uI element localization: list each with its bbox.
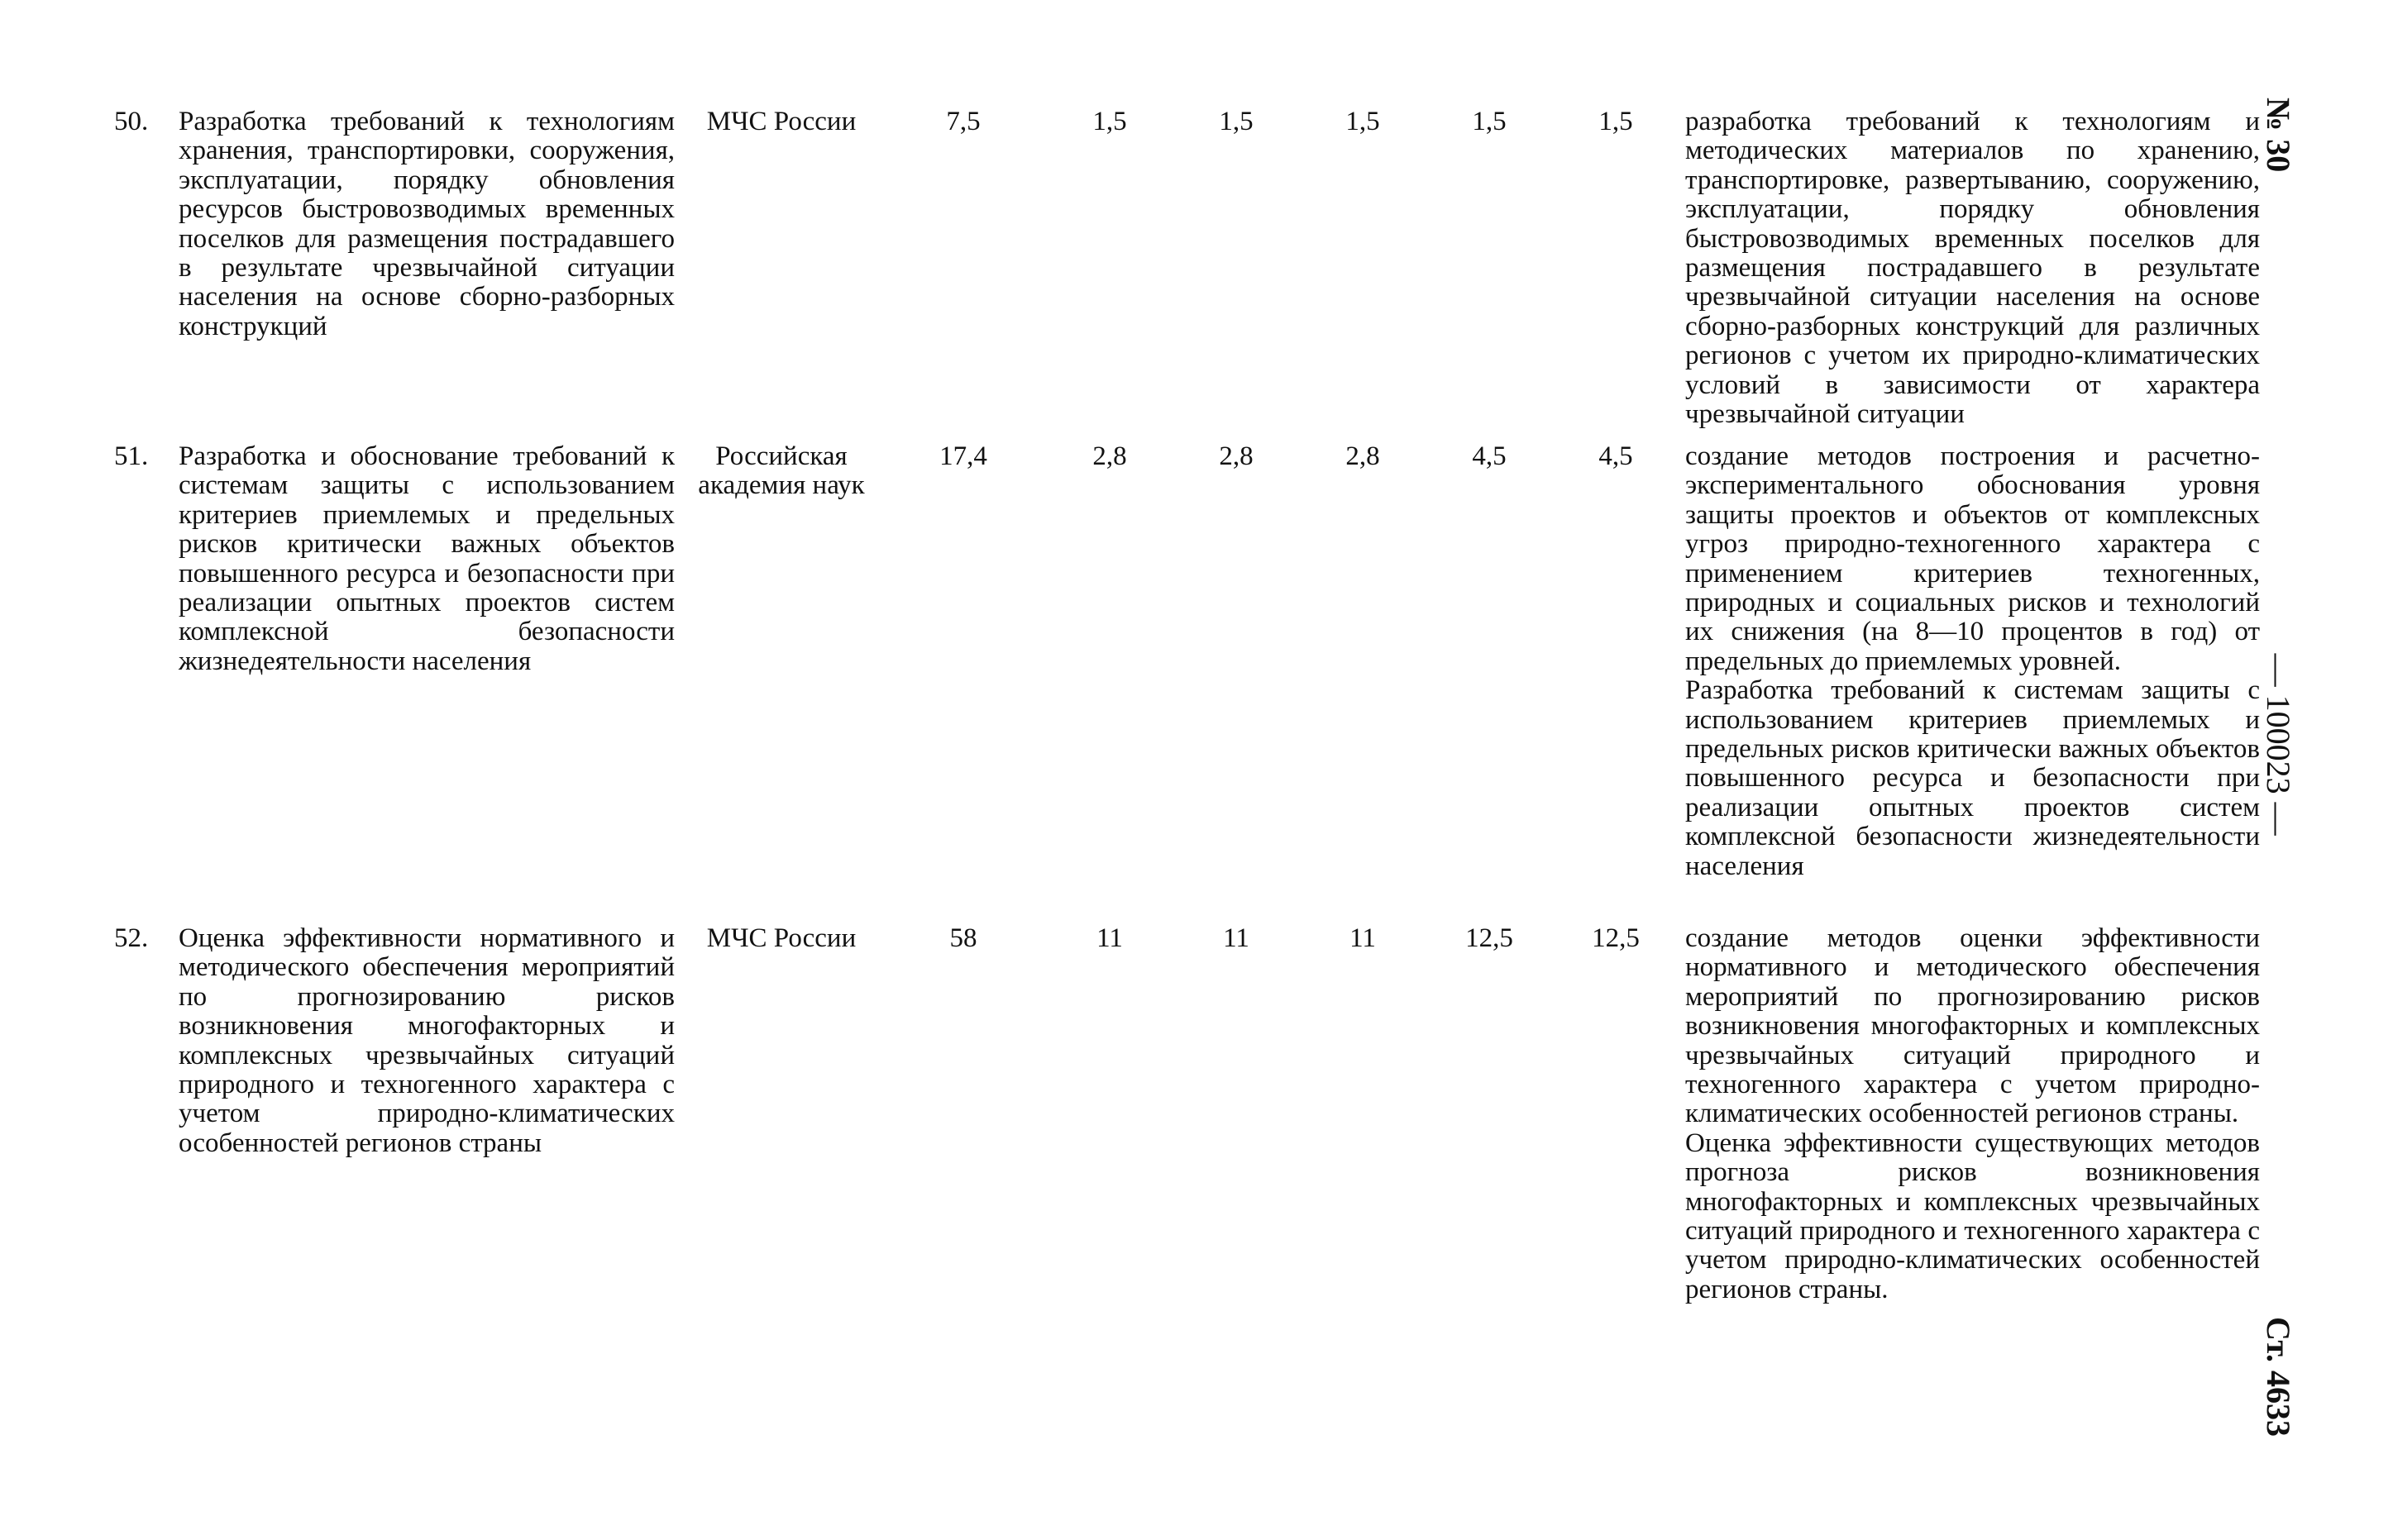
value-year-1: 11 [1096,923,1123,953]
row-result [1685,107,2260,429]
value-year-4: 1,5 [1472,107,1507,136]
value-year-3: 1,5 [1345,107,1380,136]
value-year-4: 4,5 [1472,441,1507,471]
value-year-5: 1,5 [1598,107,1633,136]
value-total: 58 [949,923,977,953]
document-number: — 100023 — [2260,653,2297,836]
running-header [2253,98,2303,1437]
row-result [1685,442,2260,881]
result-paragraph: создание методов построения и расчетно-экспериментального обоснования уровня защиты проектов и объектов от комплексных угроз природно-техногенного характера с применением критериев техногенных, природных и социальных рисков и технологий их снижения (на 8—10 процентов в год) от предельных до приемлемых уровней. [1685,441,2260,676]
result-paragraph: Оценка эффективности существующих методов прогноза рисков возникновения многофакторных и комплексных чрезвычайных ситуаций природного и техногенного характера с учетом природно-климатических особенностей регионов страны. [1685,1128,2260,1304]
issue-number: № 30 [2260,98,2297,173]
result-paragraph: создание методов оценки эффективности нормативного и методического обеспечения мероприятий по прогнозированию рисков возникновения многофакторных и комплексных чрезвычайных ситуаций природного и техногенного характера с учетом природно-климатических особенностей регионов страны. [1685,923,2260,1129]
value-total: 17,4 [939,441,987,471]
row-result [1685,924,2260,1304]
value-year-1: 1,5 [1092,107,1127,136]
value-year-3: 11 [1349,923,1376,953]
value-year-2: 1,5 [1219,107,1254,136]
article-number: Ст. 4633 [2260,1316,2297,1437]
row-executor: Российская академия наук [698,441,865,501]
value-total: 7,5 [946,107,981,136]
value-year-3: 2,8 [1345,441,1380,471]
row-executor: МЧС России [706,923,857,953]
result-paragraph: Разработка требований к системам защиты с использованием критериев приемлемых и предельных рисков критически важных объектов повышенного ресурса и безопасности при реализации опытных проектов систем комплексной безопасности жизнедеятельности населения [1685,675,2260,881]
value-year-2: 11 [1223,923,1249,953]
value-year-1: 2,8 [1092,441,1127,471]
result-paragraph: разработка требований к технологиям и методических материалов по хранению, транспортировке, развертыванию, сооружению, эксплуатации, порядку обновления быстровозводимых временных поселков для размещения пострадавшего в результате чрезвычайной ситуации населения на основе сборно-разборных конструкций для различных регионов с учетом их природно-климатических условий в зависимости от характера чрезвычайной ситуации [1685,107,2260,430]
value-year-2: 2,8 [1219,441,1254,471]
value-year-4: 12,5 [1465,923,1513,953]
row-number: 52. [114,923,149,953]
row-title: Оценка эффективности нормативного и методического обеспечения мероприятий по прогнозированию рисков возникновения многофакторных и комплексных чрезвычайных ситуаций природного и техногенного характера с учетом природно-климатических особенностей регионов страны [179,923,675,1158]
value-year-5: 4,5 [1598,441,1633,471]
row-number: 50. [114,107,149,136]
row-title: Разработка требований к технологиям хранения, транспортировки, сооружения, эксплуатации, порядку обновления ресурсов быстровозводимых временных поселков для размещения пострадавшего в результате чрезвычайной ситуации населения на основе сборно-разборных конструкций [179,107,675,341]
row-executor: МЧС России [706,107,857,136]
row-title: Разработка и обоснование требований к системам защиты с использованием критериев приемлемых и предельных рисков критически важных объектов повышенного ресурса и безопасности при реализации опытных проектов систем комплексной безопасности жизнедеятельности населения [179,441,675,676]
value-year-5: 12,5 [1592,923,1640,953]
row-number: 51. [114,441,149,471]
